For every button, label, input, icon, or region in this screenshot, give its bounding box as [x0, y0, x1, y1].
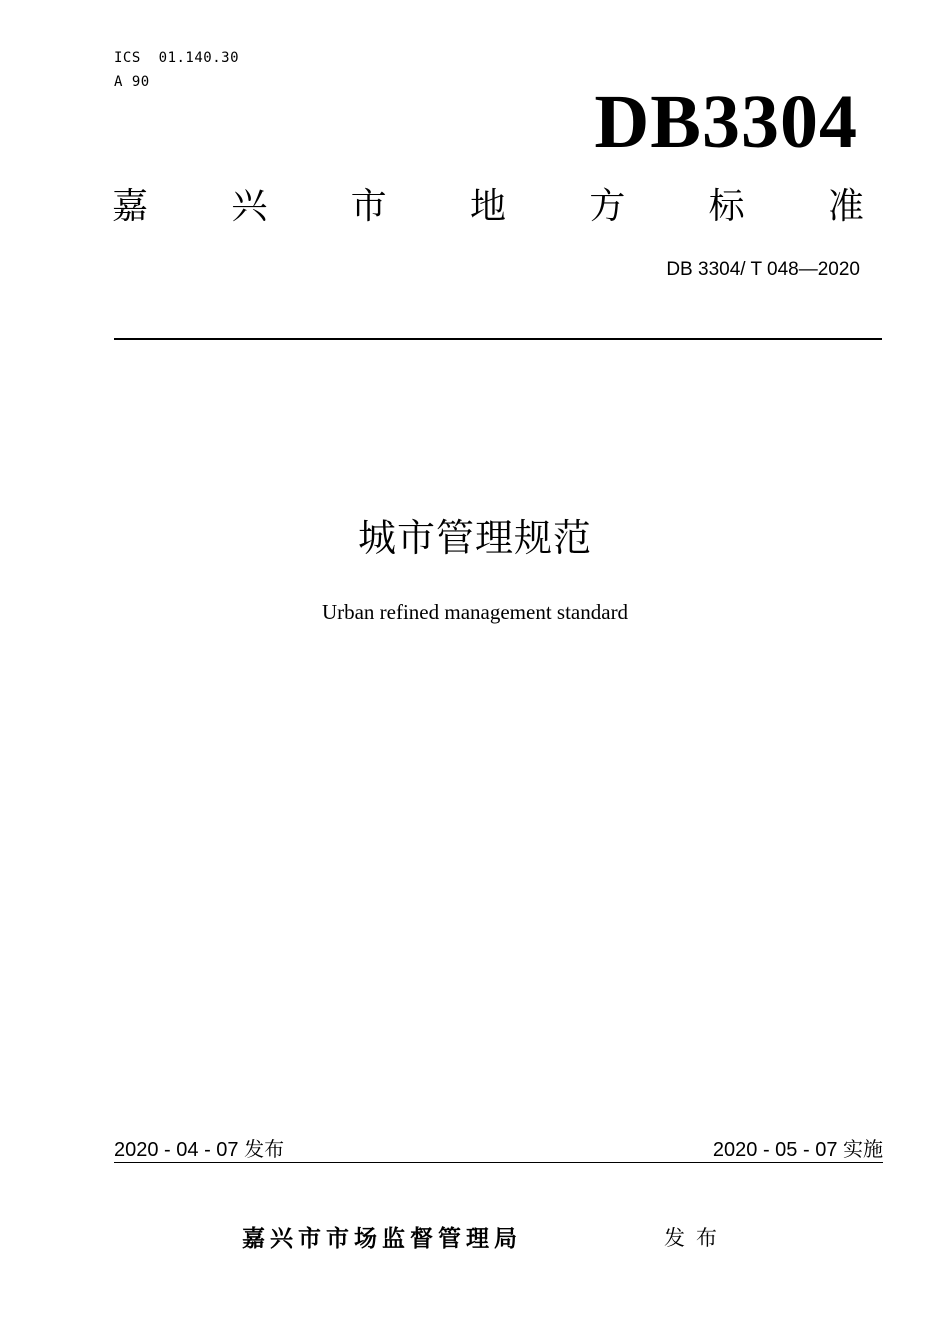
- standard-number: DB 3304/ T 048—2020: [666, 259, 860, 280]
- standard-type-char: 标: [708, 186, 745, 227]
- issuing-authority: 嘉兴市市场监督管理局: [242, 1226, 522, 1252]
- standard-type-char: 市: [350, 186, 387, 227]
- standard-type-char: 地: [469, 186, 506, 227]
- standard-type: [112, 184, 864, 230]
- issue-label: 发布: [664, 1226, 728, 1250]
- ccs-code: A 90: [114, 74, 150, 90]
- header-divider: [114, 338, 882, 340]
- db-mark: DB3304: [594, 80, 858, 164]
- standard-type-char: 准: [827, 186, 864, 227]
- standard-type-char: 兴: [231, 186, 268, 227]
- title-chinese: 城市管理规范: [357, 516, 592, 560]
- footer-divider: [114, 1162, 883, 1163]
- standard-type-char: 方: [589, 186, 626, 227]
- publish-date: 2020 - 04 - 07 发布: [114, 1139, 285, 1161]
- title-english: Urban refined management standard: [321, 600, 629, 624]
- implement-date: 2020 - 05 - 07 实施: [712, 1139, 883, 1161]
- standard-type-char: 嘉: [112, 186, 149, 227]
- ics-code: ICS 01.140.30: [114, 50, 240, 66]
